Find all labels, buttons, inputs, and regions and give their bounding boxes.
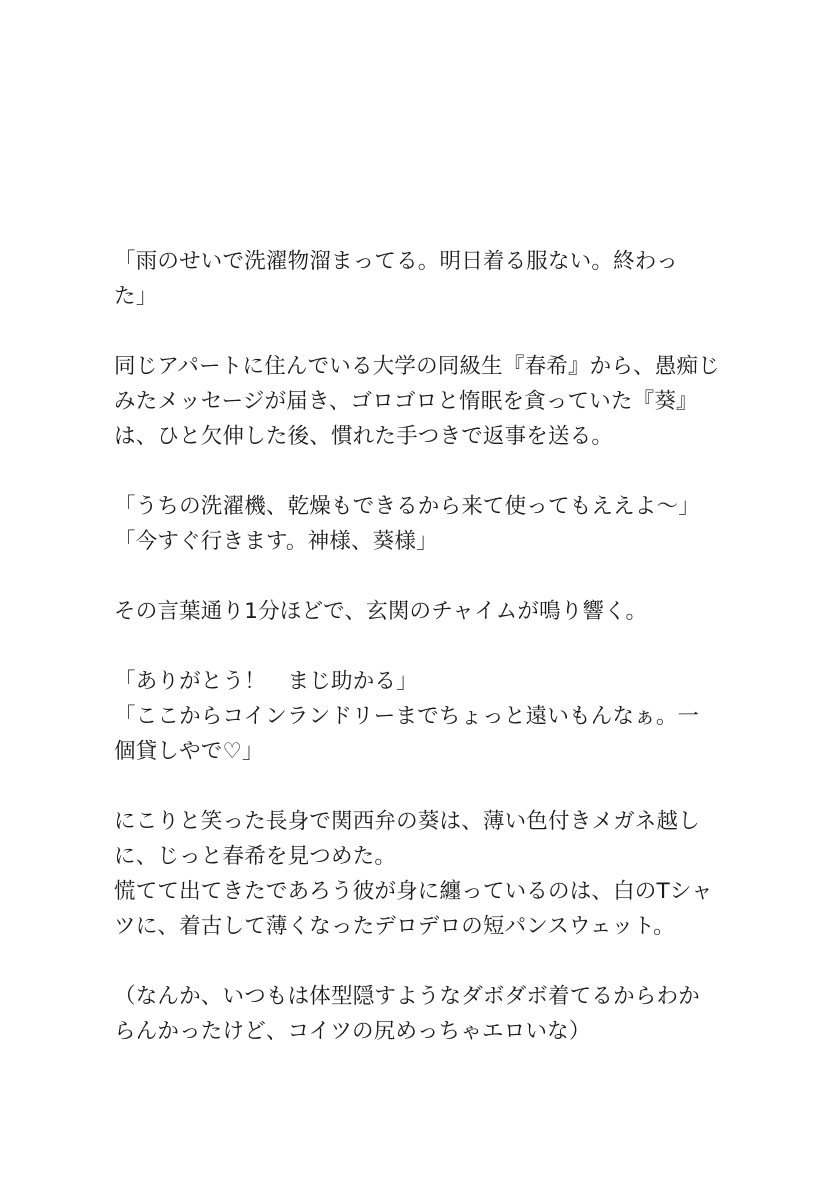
text-line: 「ありがとう！ まじ助かる」 xyxy=(114,669,418,694)
text-line: た」 xyxy=(114,284,158,309)
text-line: 「うちの洗濯機、乾燥もできるから来て使ってもええよ〜」 xyxy=(114,494,700,519)
text-line: （なんか、いつもは体型隠すようなダボダボ着てるからわか xyxy=(114,984,700,1009)
blank-line xyxy=(114,454,734,489)
text-line: 慌てて出てきたであろう彼が身に纏っているのは、白のTシャ xyxy=(114,879,713,904)
blank-line xyxy=(114,559,734,594)
text-line: 「ここからコインランドリーまでちょっと遠いもんなぁ。一 xyxy=(114,704,700,729)
blank-line xyxy=(114,314,734,349)
text-line: ツに、着古して薄くなったデロデロの短パンスウェット。 xyxy=(114,914,675,939)
text-line: 「雨のせいで洗濯物溜まってる。明日着る服ない。終わっ xyxy=(114,249,678,274)
blank-line xyxy=(114,769,734,804)
body-text xyxy=(114,244,734,1049)
text-line: に、じっと春希を見つめた。 xyxy=(114,844,397,869)
text-line: 個貸しやで♡」 xyxy=(114,739,264,764)
text-line: にこりと笑った長身で関西弁の葵は、薄い色付きメガネ越し xyxy=(114,809,700,834)
blank-line xyxy=(114,944,734,979)
text-line: らんかったけど、コイツの尻めっちゃエロいな） xyxy=(114,1019,591,1044)
text-line: は、ひと欠伸した後、慣れた手つきで返事を送る。 xyxy=(114,424,614,449)
text-line: その言葉通り1分ほどで、玄関のチャイムが鳴り響く。 xyxy=(114,599,648,624)
text-line: 「今すぐ行きます。神様、葵様」 xyxy=(114,529,438,554)
text-line: みたメッセージが届き、ゴロゴロと惰眠を貪っていた『葵』 xyxy=(114,389,698,414)
text-line: 同じアパートに住んでいる大学の同級生『春希』から、愚痴じ xyxy=(114,354,720,379)
blank-line xyxy=(114,629,734,664)
